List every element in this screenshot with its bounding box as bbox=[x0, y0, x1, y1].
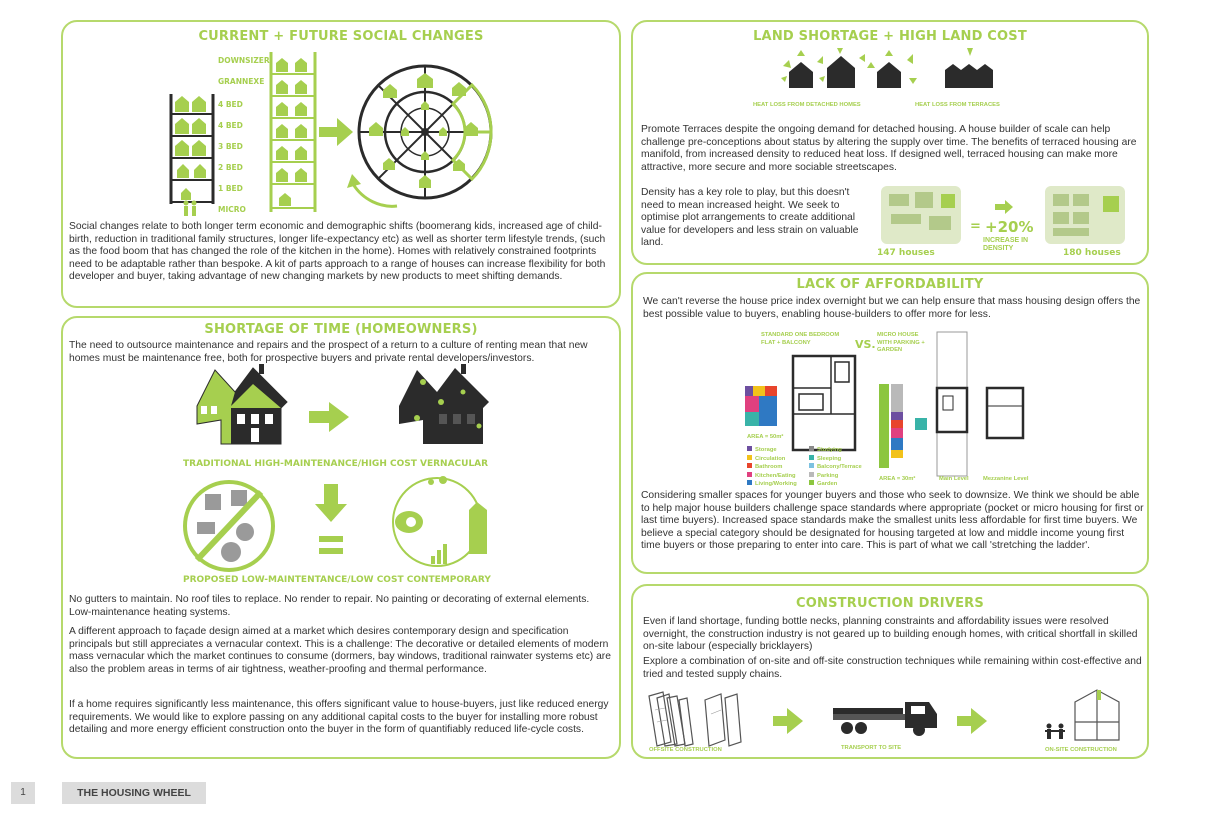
legend-label: Living/Working bbox=[755, 481, 797, 488]
traditional-caption: TRADITIONAL HIGH-MAINTENANCE/HIGH COST VERNACULAR bbox=[183, 459, 489, 469]
legend-entry bbox=[809, 472, 862, 481]
detached-homes-heat-loss-illustration bbox=[781, 48, 931, 108]
vs-label: VS. bbox=[855, 338, 876, 351]
legend-entry bbox=[747, 455, 797, 464]
cycle-arrow-icon bbox=[343, 170, 403, 210]
swatch-sleeping bbox=[809, 455, 814, 460]
time-paragraph-3: If a home requires significantly less maintenance, this offers significant value to house-buyers, just like reduced energy requirements. We would like to explore passing on any additional capital costs to the buyer for installing more robust detailing and more energy efficient construction onto the buyer in the form of quantifiably reduced life-cycle costs. bbox=[69, 699, 609, 736]
micro-figures-icon bbox=[181, 200, 201, 220]
transport-truck-illustration bbox=[833, 696, 943, 742]
equals-icon bbox=[319, 536, 343, 556]
legend-label: Storage bbox=[755, 447, 777, 453]
flat-space-blocks-chart bbox=[745, 386, 779, 430]
shortage-of-time-panel bbox=[61, 316, 621, 759]
social-changes-panel bbox=[61, 20, 621, 308]
onsite-caption: ON-SITE CONSTRUCTION bbox=[1045, 747, 1117, 753]
offsite-panels-illustration bbox=[645, 690, 765, 750]
legend-entry bbox=[809, 480, 862, 489]
legend-entry bbox=[809, 455, 862, 464]
shelf-label: MICRO bbox=[218, 205, 246, 214]
shelf-label: GRANNEXE bbox=[218, 77, 265, 86]
legend-entry bbox=[747, 472, 797, 481]
legend-label: Garden bbox=[817, 481, 838, 488]
micro-house-space-blocks-chart bbox=[879, 384, 931, 468]
legend-label: Sleeping bbox=[817, 455, 842, 462]
houses-count-147: 147 houses bbox=[877, 248, 935, 258]
micro-area-label: AREA = 30m² bbox=[879, 476, 916, 482]
legend-label: Studying bbox=[817, 447, 842, 453]
right-arrow-icon bbox=[995, 200, 1015, 214]
land-paragraph-1: Promote Terraces despite the ongoing demand for detached housing. A house builder of scale can help challenge pre-conceptions about status by altering the supply over time. The benefits of terraced housing are manifold, from increased density to reduced heat loss. If designed well, terraced housing can make more attractive, more secure and more sociable streetscapes. bbox=[641, 124, 1137, 173]
flat-area-label: AREA = 50m² bbox=[747, 434, 784, 440]
shelf-label: 2 BED bbox=[218, 163, 243, 172]
right-arrow-icon bbox=[319, 116, 355, 148]
swatch-living bbox=[747, 480, 752, 485]
houses-count-180: 180 houses bbox=[1063, 248, 1121, 258]
swatch-circulation bbox=[747, 455, 752, 460]
shelf-label: 3 BED bbox=[218, 142, 243, 151]
density-increase-label: INCREASE IN DENSITY bbox=[983, 237, 1029, 252]
mezzanine-level-label: Mezzanine Level bbox=[983, 476, 1029, 482]
right-arrow-icon bbox=[957, 708, 989, 734]
micro-house-label: MICRO HOUSE WITH PARKING + GARDEN bbox=[877, 332, 925, 354]
detached-caption: HEAT LOSS FROM DETACHED HOMES bbox=[753, 102, 861, 108]
legend-entry bbox=[747, 446, 797, 455]
terraces-caption: HEAT LOSS FROM TERRACES bbox=[915, 102, 1000, 108]
main-level-label: Main Level bbox=[939, 476, 969, 482]
legend-entry bbox=[809, 463, 862, 472]
traditional-house-green-illustration bbox=[191, 362, 291, 448]
shelf-label: 4 BED bbox=[218, 100, 243, 109]
panel-title: LACK OF AFFORDABILITY bbox=[796, 277, 984, 292]
swatch-garden bbox=[809, 480, 814, 485]
document-title: THE HOUSING WHEEL bbox=[62, 782, 206, 804]
panel-title: CONSTRUCTION DRIVERS bbox=[796, 596, 984, 611]
terraces-heat-loss-illustration bbox=[937, 48, 1017, 108]
land-paragraph-2: Density has a key role to play, but this doesn't need to mean increased height. We seek to optimise plot arrangements to create additional value for developers and less strain on valuable land. bbox=[641, 187, 859, 249]
future-shelves-illustration bbox=[267, 50, 327, 250]
construction-paragraph-1: Even if land shortage, funding bottle necks, planning constraints and affordability issues were resolved overnight, the construction industry is not geared up to building enough homes, with critical shortfall in skilled on-site labour (especially bricklayers) bbox=[643, 616, 1138, 653]
mezzanine-plan bbox=[985, 386, 1025, 442]
no-maintenance-circle-illustration bbox=[183, 480, 277, 574]
shelf-label: 4 BED bbox=[218, 121, 243, 130]
legend-item bbox=[809, 446, 862, 489]
traditional-house-dark-illustration bbox=[393, 362, 493, 448]
density-increase-value: +20% bbox=[985, 218, 1034, 236]
swatch-balcony bbox=[809, 463, 814, 468]
proposed-caption: PROPOSED LOW-MAINTENTANCE/LOW COST CONTEMPORARY bbox=[183, 575, 491, 585]
swatch-storage bbox=[747, 446, 752, 451]
legend-label: Bathroom bbox=[755, 464, 783, 471]
land-shortage-panel bbox=[631, 20, 1149, 265]
offsite-caption: OFFSITE CONSTRUCTION bbox=[649, 747, 722, 753]
swatch-parking bbox=[809, 472, 814, 477]
time-intro-text: The need to outsource maintenance and repairs and the prospect of a return to a culture of renting mean that new homes must be maintenance free, both for prospective buyers and private rental developers/investors. bbox=[69, 340, 588, 364]
affordability-intro-text: We can't reverse the house price index overnight but we can help ensure that mass housing design offers the best possible value to buyers, enabling house-builders to offer more for less. bbox=[643, 296, 1141, 320]
social-body-text: Social changes relate to both longer term economic and demographic shifts (boomerang kids, increased age of child-birth, reduction in traditional family structures, longer life-expectancy etc) as well as shorter term lifestyle trends, (such as the food boom that has changed the role of the kitchen in the home). Homes with relatively constrained footprints need to be adaptable rather than bespoke. A kit of parts approach to a range of houses can increase flexibility for both developer and buyer, taking advantage of new changing markets by new products to meet shifting demands. bbox=[69, 221, 606, 283]
equals-sign: = bbox=[970, 219, 981, 234]
flat-label: STANDARD ONE BEDROOM FLAT + BALCONY bbox=[761, 332, 840, 346]
panel-title: CURRENT + FUTURE SOCIAL CHANGES bbox=[198, 29, 484, 44]
construction-paragraph-2: Explore a combination of on-site and off-site construction techniques while remaining within cost-effective and tried and tested supply chains. bbox=[643, 656, 1142, 680]
time-paragraph-2: A different approach to façade design aimed at a market which desires contemporary design and specification principals but still appreciates a vernacular context. This is a challenge: The decorative or detailed elements of modern mass vernacular which the market continues to consume (dormers, bay windows, traditional rainwater systems etc) are also the problem areas in terms of air tightness, weather-proofing and thermal performance. bbox=[69, 626, 611, 675]
onsite-construction-illustration bbox=[1041, 686, 1131, 754]
swatch-studying bbox=[809, 446, 814, 451]
page-number: 1 bbox=[11, 782, 35, 804]
legend-label: Circulation bbox=[755, 455, 786, 462]
right-arrow-icon bbox=[773, 708, 805, 734]
site-plan-180-illustration bbox=[1045, 186, 1125, 244]
legend-label: Kitchen/Eating bbox=[755, 472, 796, 479]
time-paragraph-1: No gutters to maintain. No roof tiles to replace. No render to repair. No painting or decorating of external elements. Low-maintenance heating systems. bbox=[69, 594, 590, 618]
savings-cycle-illustration bbox=[383, 470, 493, 570]
construction-drivers-panel bbox=[631, 584, 1149, 759]
legend-item bbox=[747, 446, 797, 489]
shelf-label: DOWNSIZER bbox=[218, 56, 270, 65]
down-arrow-icon bbox=[314, 484, 348, 524]
affordability-panel bbox=[631, 272, 1149, 574]
swatch-bathroom bbox=[747, 463, 752, 468]
panel-title: LAND SHORTAGE + HIGH LAND COST bbox=[753, 29, 1027, 44]
transport-caption: TRANSPORT TO SITE bbox=[841, 745, 902, 751]
affordability-body-text: Considering smaller spaces for younger buyers and those who seek to downsize. We think we should be able to help major house builders challenge space standards where appropriate (pocket or micro housing for first or last time buyers). Increased space standards make the smallest units less affordable for first time buyers. We believe a special category should be designated for housing targeted at low and middle income young first time buyers or those preparing to enter into care. This is part of what we call 'stretching the ladder'. bbox=[641, 490, 1144, 552]
panel-title: SHORTAGE OF TIME (HOMEOWNERS) bbox=[204, 322, 478, 337]
legend-entry bbox=[809, 446, 862, 455]
legend-entry bbox=[747, 463, 797, 472]
right-arrow-icon bbox=[309, 400, 351, 434]
site-plan-147-illustration bbox=[881, 186, 961, 244]
legend-label: Parking bbox=[817, 472, 839, 479]
swatch-kitchen bbox=[747, 472, 752, 477]
shelf-label: 1 BED bbox=[218, 184, 243, 193]
legend-label: Balcony/Terrace bbox=[817, 464, 862, 471]
flat-floor-plan bbox=[791, 354, 857, 452]
legend-entry bbox=[747, 480, 797, 489]
micro-house-site-outline bbox=[935, 330, 969, 480]
